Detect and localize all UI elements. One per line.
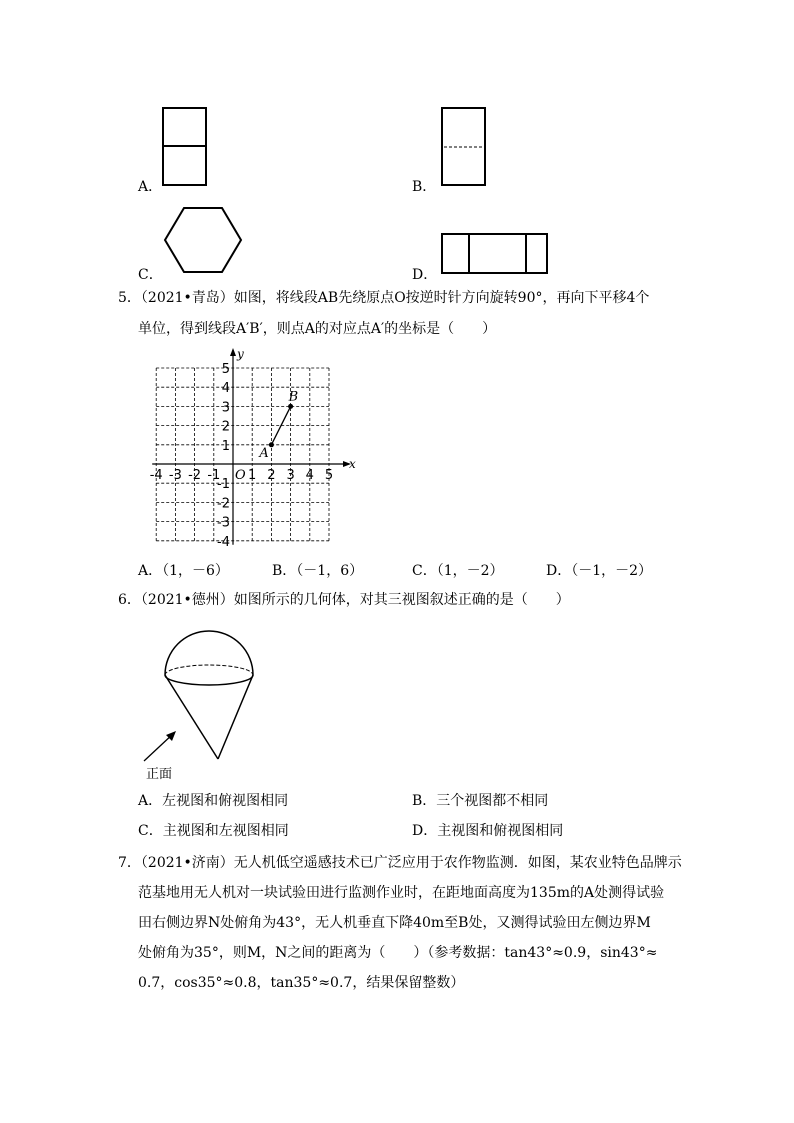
y-tick-label: -2 (217, 496, 230, 512)
y-axis-arrowhead (230, 348, 236, 356)
y-tick-label: 3 (221, 400, 230, 416)
q7-text-line-2: 范基地用无人机对一块试验田进行监测作业时，在距地面高度为135m的A处测得试验 (138, 885, 665, 901)
q7-text-line-3: 田右侧边界N处俯角为43°，无人机垂直下降40m至B处，又测得试验田左侧边界M (138, 915, 651, 931)
q5-option-b[interactable]: B．（－1，6） (272, 563, 364, 579)
y-tick-label: -4 (217, 534, 230, 550)
cone-left-edge (165, 675, 218, 759)
hemisphere-outline (165, 631, 253, 675)
q4-option-b-letter[interactable]: B． (412, 179, 437, 195)
base-ellipse-front (165, 675, 253, 685)
q4-option-d-figure (441, 233, 549, 275)
q5-option-a[interactable]: A．（1，－6） (138, 563, 229, 579)
point-A (269, 442, 274, 447)
q4-option-b-figure (441, 107, 487, 187)
q5-text-line-1: 5．（2021•青岛）如图，将线段AB先绕原点O按逆时针方向旋转90°，再向下平移4个 (118, 290, 650, 306)
x-tick-label: -4 (149, 468, 163, 483)
q4-option-c-letter[interactable]: C． (138, 267, 163, 283)
x-tick-label: -1 (207, 468, 221, 483)
y-tick-label: -3 (217, 515, 230, 531)
q4-option-d-letter[interactable]: D． (412, 267, 438, 283)
q5-option-c[interactable]: C．（1，－2） (412, 563, 504, 579)
q5-text-line-2: 单位，得到线段A′B′，则点A的对应点A′的坐标是（ ） (138, 321, 497, 337)
x-tick-label: 3 (286, 468, 295, 483)
y-axis-label: y (237, 347, 244, 361)
x-axis-label: x (349, 457, 356, 471)
x-tick-label: 4 (305, 468, 314, 483)
q7-text-line-5: 0.7，cos35°≈0.8，tan35°≈0.7，结果保留整数） (138, 975, 465, 991)
q7-text-line-4: 处俯角为35°，则M，N之间的距离为（ ）（参考数据：tan43°≈0.9，sin43°≈ (138, 945, 658, 961)
cone-right-edge (218, 675, 253, 759)
q5-option-d[interactable]: D．（－1，－2） (546, 563, 653, 579)
x-tick-label: 5 (324, 468, 334, 483)
q6-front-view-label: 正面 (146, 767, 173, 782)
y-tick-label: 2 (221, 419, 230, 435)
x-tick-label: -2 (188, 468, 202, 483)
y-tick-label: 4 (221, 381, 230, 397)
base-ellipse-back (165, 665, 253, 675)
outer-rectangle (442, 234, 547, 273)
hexagon (165, 208, 241, 272)
y-tick-label: 1 (221, 438, 230, 454)
point-label-B: B (288, 389, 299, 405)
q4-option-a-letter[interactable]: A． (138, 179, 163, 195)
x-tick-label: -3 (168, 468, 182, 483)
q5-coordinate-graph (138, 340, 358, 555)
q6-option-a[interactable]: A．左视图和俯视图相同 (138, 793, 289, 809)
point-label-A: A (259, 445, 269, 461)
origin-label: O (235, 468, 246, 483)
y-tick-label: -1 (217, 477, 230, 493)
q4-option-a-figure (162, 107, 208, 187)
q4-option-c-figure (164, 206, 244, 274)
outer-rectangle (442, 108, 485, 185)
q6-text-line-1: 6．（2021•德州）如图所示的几何体，对其三视图叙述正确的是（ ） (118, 592, 570, 608)
q6-option-b[interactable]: B．三个视图都不相同 (412, 793, 549, 809)
x-tick-label: 2 (267, 468, 276, 483)
q6-option-c[interactable]: C．主视图和左视图相同 (138, 823, 289, 839)
q6-geometry-figure (138, 625, 268, 785)
point-B (288, 404, 293, 409)
x-tick-label: 1 (248, 468, 257, 483)
y-tick-label: 5 (221, 362, 230, 377)
q7-text-line-1: 7．（2021•济南）无人机低空遥感技术已广泛应用于农作物监测．如图，某农业特色品牌示 (118, 855, 682, 871)
q6-option-d[interactable]: D．主视图和俯视图相同 (412, 823, 564, 839)
